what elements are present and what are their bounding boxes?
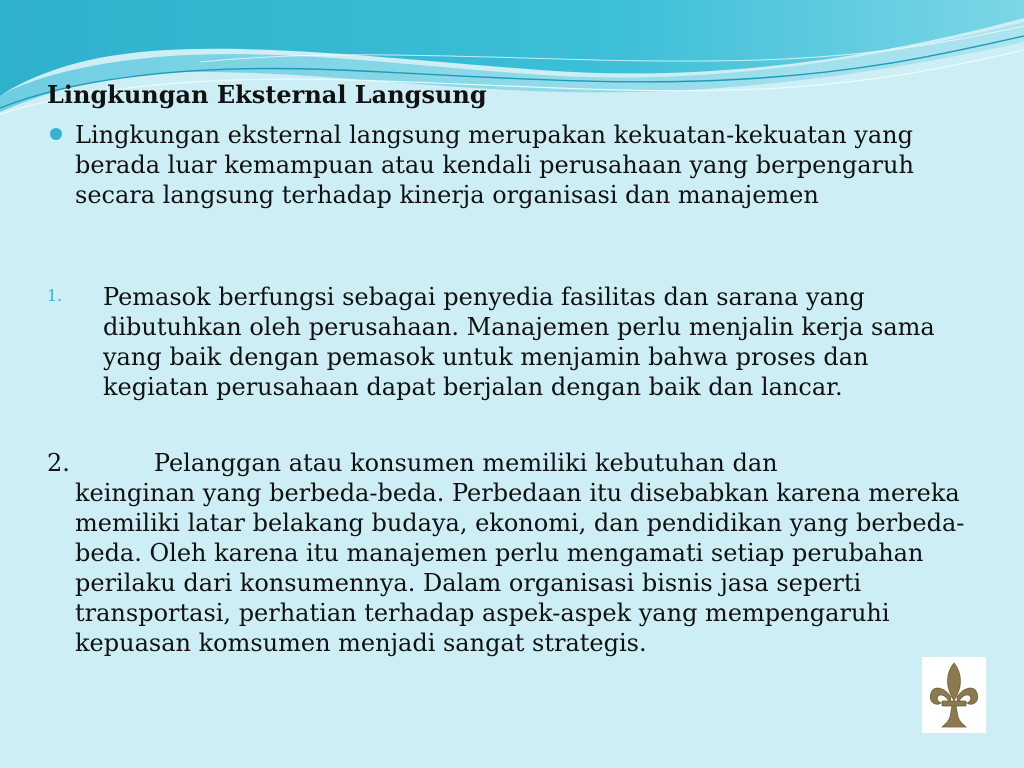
numbered-item-2 <box>47 448 977 658</box>
numbered-item-2-first-line <box>47 448 977 478</box>
slide-heading: Lingkungan Eksternal Langsung <box>47 80 487 109</box>
numbered-item-1-marker: 1. <box>47 286 63 305</box>
numbered-item-1-text: Pemasok berfungsi sebagai penyedia fasilitas dan sarana yang dibutuhkan oleh perusahaan. Manajemen perlu menjalin kerja sama yang baik dengan pemasok untuk menjamin bahwa proses dan kegiatan perusahaan dapat berjalan dengan baik dan lancar. <box>103 283 935 401</box>
numbered-item-2-lead: Pelanggan atau konsumen memiliki kebutuhan dan <box>153 449 778 477</box>
numbered-item-2-marker: 2. <box>47 449 70 477</box>
bullet-dot-icon <box>50 128 62 140</box>
numbered-item-2-text: keinginan yang berbeda-beda. Perbedaan itu disebabkan karena mereka memiliki latar belakang budaya, ekonomi, dan pendidikan yang berbeda-beda. Oleh karena itu manajemen perlu mengamati setiap perubahan perilaku dari konsumennya. Dalam organisasi bisnis jasa seperti transportasi, perhatian terhadap aspek-aspek yang mempengaruhi kepuasan komsumen menjadi sangat strategis. <box>75 479 965 657</box>
bullet-text: Lingkungan eksternal langsung merupakan kekuatan-kekuatan yang berada luar kemampuan atau kendali perusahaan yang berpengaruh secara langsung terhadap kinerja organisasi dan manajemen <box>75 121 914 209</box>
fleur-de-lis-icon <box>922 657 986 733</box>
